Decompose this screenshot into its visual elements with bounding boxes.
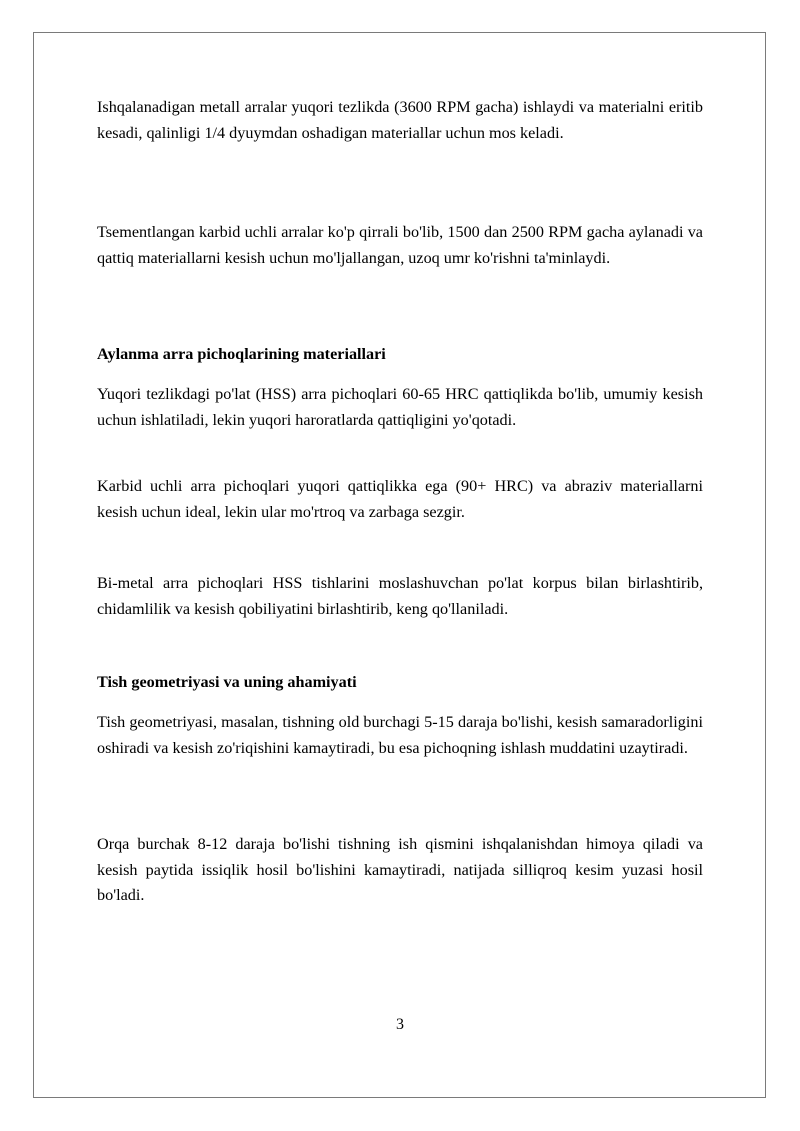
heading-blade-materials: Aylanma arra pichoqlarining materiallari: [97, 345, 386, 363]
page-number: 3: [396, 1016, 404, 1033]
paragraph-bimetal-blades: Bi-metal arra pichoqlari HSS tishlarini moslashuvchan po'lat korpus bilan birlashtirib, chidamlilik va kesish qobiliyatini birlashtirib, keng qo'llaniladi.: [97, 574, 703, 618]
paragraph-rake-angle: Tish geometriyasi, masalan, tishning old burchagi 5-15 daraja bo'lishi, kesish samaradorligini oshiradi va kesish zo'riqishini kamaytiradi, bu esa pichoqning ishlash muddatini uzaytiradi.: [97, 713, 703, 757]
paragraph-carbide-tipped-saws: Tsementlangan karbid uchli arralar ko'p qirrali bo'lib, 1500 dan 2500 RPM gacha aylanadi va qattiq materiallarni kesish uchun mo'ljallangan, uzoq umr ko'rishni ta'minlaydi.: [97, 223, 703, 267]
paragraph-friction-saws: Ishqalanadigan metall arralar yuqori tezlikda (3600 RPM gacha) ishlaydi va materialni eritib kesadi, qalinligi 1/4 dyuymdan oshadigan materiallar uchun mos keladi.: [97, 98, 703, 142]
paragraph-hss-blades: Yuqori tezlikdagi po'lat (HSS) arra pichoqlari 60-65 HRC qattiqlikda bo'lib, umumiy kesish uchun ishlatiladi, lekin yuqori haroratlarda qattiqligini yo'qotadi.: [97, 385, 703, 429]
paragraph-clearance-angle: Orqa burchak 8-12 daraja bo'lishi tishning ish qismini ishqalanishdan himoya qiladi va kesish paytida issiqlik hosil bo'lishini kamaytiradi, natijada silliqroq kesim yuzasi hosil bo'ladi.: [97, 835, 703, 904]
heading-tooth-geometry: Tish geometriyasi va uning ahamiyati: [97, 673, 357, 691]
page-border: [33, 32, 766, 1098]
paragraph-carbide-blades: Karbid uchli arra pichoqlari yuqori qattiqlikka ega (90+ HRC) va abraziv materiallarni kesish uchun ideal, lekin ular mo'rtroq va zarbaga sezgir.: [97, 477, 703, 521]
